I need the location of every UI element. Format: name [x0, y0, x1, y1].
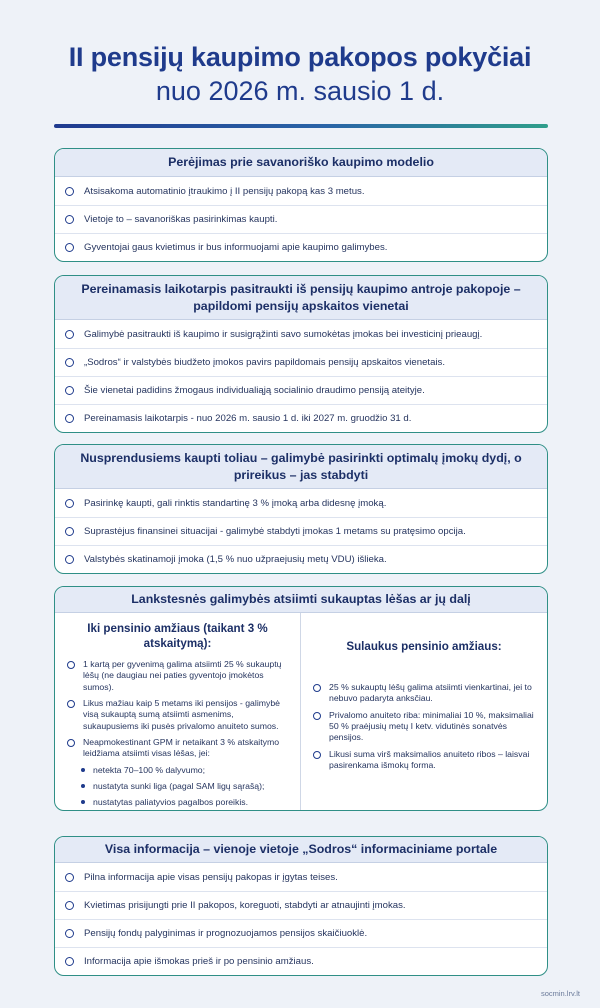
- list-item: „Sodros“ ir valstybės biudžeto įmokos pavirs papildomais pensijų apskaitos vienetais.: [55, 348, 547, 376]
- section-heading: Lankstesnės galimybės atsiimti sukauptas lėšas ar jų dalį: [55, 587, 547, 613]
- circle-bullet-icon: [65, 215, 74, 224]
- circle-bullet-icon: [65, 358, 74, 367]
- page-subtitle: nuo 2026 m. sausio 1 d.: [155, 76, 445, 106]
- list-item: Pilna informacija apie visas pensijų pakopas ir įgytas teises.: [55, 863, 547, 891]
- dot-bullet-icon: [81, 800, 85, 804]
- circle-bullet-icon: [65, 187, 74, 196]
- section-heading: Nusprendusiems kaupti toliau – galimybė pasirinkti optimalų įmokų dydį, o prireikus – jas stabdyti: [55, 445, 547, 489]
- list-item: Neapmokestinant GPM ir netaikant 3 % atskaitymo leidžiama atsiimti visas lėšas, jei:: [67, 737, 288, 760]
- list-item: 1 kartą per gyvenimą galima atsiimti 25 % sukauptų lėšų (ne daugiau nei paties gyventojo įmokėtos sumos).: [67, 659, 288, 693]
- dot-bullet-icon: [81, 768, 85, 772]
- section-heading: Perėjimas prie savanoriško kaupimo modelio: [55, 149, 547, 177]
- circle-bullet-icon: [67, 661, 75, 669]
- title-divider: [54, 124, 548, 128]
- circle-bullet-icon: [67, 739, 75, 747]
- column-heading: Sulaukus pensinio amžiaus:: [346, 640, 502, 653]
- column-before-retirement: [55, 613, 301, 810]
- list-item: Galimybė pasitraukti iš kaupimo ir susigrąžinti savo sumokėtas įmokas bei investicinį prieaugį.: [55, 320, 547, 348]
- section-transition-period: [54, 275, 548, 433]
- circle-bullet-icon: [65, 555, 74, 564]
- section-voluntary-model: [54, 148, 548, 262]
- footer-source: socmin.lrv.lt: [540, 989, 580, 998]
- circle-bullet-icon: [313, 712, 321, 720]
- circle-bullet-icon: [67, 700, 75, 708]
- circle-bullet-icon: [313, 751, 321, 759]
- sub-list-item: netekta 70–100 % dalyvumo;: [81, 765, 288, 775]
- section-sodra-portal: [54, 836, 548, 976]
- circle-bullet-icon: [65, 414, 74, 423]
- circle-bullet-icon: [65, 957, 74, 966]
- list-item: Valstybės skatinamoji įmoka (1,5 % nuo užpraeįusių metų VDU) išlieka.: [55, 545, 547, 573]
- circle-bullet-icon: [65, 527, 74, 536]
- circle-bullet-icon: [65, 499, 74, 508]
- list-item: Atsisakoma automatinio įtraukimo į II pensijų pakopą kas 3 metus.: [55, 177, 547, 205]
- circle-bullet-icon: [65, 901, 74, 910]
- list-item: Šie vienetai padidins žmogaus individualiąją socialinio draudimo pensiją ateityje.: [55, 376, 547, 404]
- dot-bullet-icon: [81, 784, 85, 788]
- circle-bullet-icon: [313, 684, 321, 692]
- list-item: Informacija apie išmokas prieš ir po pensinio amžiaus.: [55, 947, 547, 975]
- section-heading: Pereinamasis laikotarpis pasitraukti iš pensijų kaupimo antroje pakopoje – papildomi pensijų apskaitos vienetai: [55, 276, 547, 320]
- list-item: Pereinamasis laikotarpis - nuo 2026 m. sausio 1 d. iki 2027 m. gruodžio 31 d.: [55, 404, 547, 432]
- sub-list-item: nustatyta sunki liga (pagal SAM ligų sąrašą);: [81, 781, 288, 791]
- list-item: Kvietimas prisijungti prie II pakopos, koreguoti, stabdyti ar atnaujinti įmokas.: [55, 891, 547, 919]
- list-item: Privalomo anuiteto riba: minimaliai 10 %, maksimaliai 50 % praėjusių metų I ketv. vidutinės sonatvės pensijos.: [313, 710, 535, 744]
- page-title: II pensijų kaupimo pakopos pokyčiai: [68, 42, 532, 72]
- circle-bullet-icon: [65, 330, 74, 339]
- list-item: Likus mažiau kaip 5 metams iki pensijos - galimybė visą sukauptą sumą atsiimti asmenims, sukaupusiems iki pusės privalomo anuiteto sumos.: [67, 698, 288, 732]
- column-heading: Iki pensinio amžiaus (taikant 3 % atskaitymą):: [87, 622, 268, 651]
- sub-list-item: nustatytas paliatyvios pagalbos poreikis.: [81, 797, 288, 807]
- section-withdrawal-options: [54, 586, 548, 811]
- list-item: Suprastėjus finansinei situacijai - galimybė stabdyti įmokas 1 metams su pratęsimo opcija.: [55, 517, 547, 545]
- circle-bullet-icon: [65, 873, 74, 882]
- circle-bullet-icon: [65, 386, 74, 395]
- section-continue-saving: [54, 444, 548, 574]
- list-item: Vietoje to – savanoriškas pasirinkimas kaupti.: [55, 205, 547, 233]
- circle-bullet-icon: [65, 243, 74, 252]
- list-item: Likusi suma virš maksimalios anuiteto ribos – laisvai pasirenkama išmokų forma.: [313, 749, 535, 772]
- list-item: Pensijų fondų palyginimas ir prognozuojamos pensijos skaičiuoklė.: [55, 919, 547, 947]
- column-at-retirement: [301, 613, 547, 810]
- circle-bullet-icon: [65, 929, 74, 938]
- list-item: 25 % sukauptų lėšų galima atsiimti vienkartinai, jei to nebuvo padaryta anksčiau.: [313, 682, 535, 705]
- list-item: Gyventojai gaus kvietimus ir bus informuojami apie kaupimo galimybes.: [55, 233, 547, 261]
- section-heading: Visa informacija – vienoje vietoje „Sodros“ informaciniame portale: [55, 837, 547, 863]
- list-item: Pasirinkę kaupti, gali rinktis standartinę 3 % įmoką arba didesnę įmoką.: [55, 489, 547, 517]
